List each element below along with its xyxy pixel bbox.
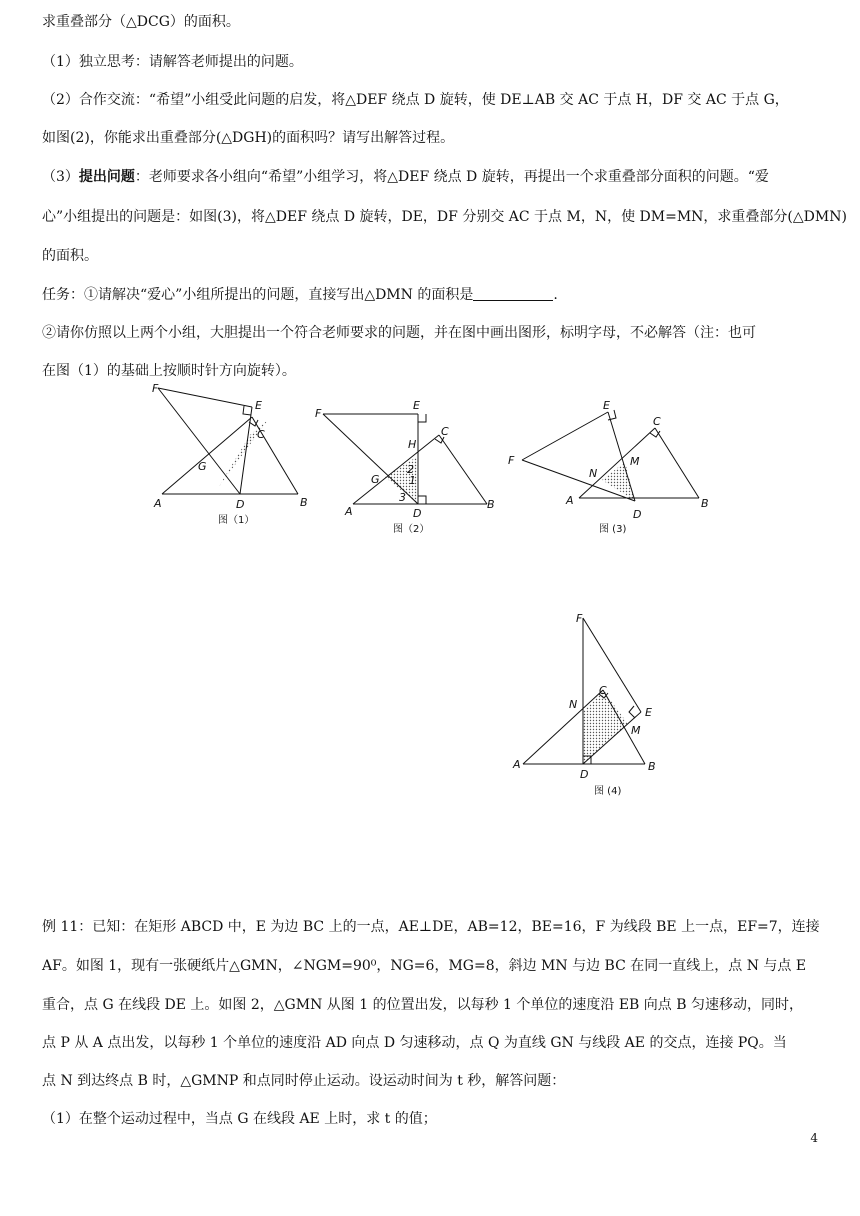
label-F: F — [576, 612, 583, 625]
label-C: C — [599, 684, 607, 697]
example-11-line-1: 例 11：已知：在矩形 ABCD 中，E 为边 BC 上的一点，AE⊥DE，AB=12，BE=16，F 为线段 BE 上一点，EF=7，连接 — [42, 919, 820, 935]
label-F: F — [508, 454, 515, 467]
question-3-line-2: 心”小组提出的问题是：如图(3)，将△DEF 绕点 D 旋转，DE，DF 分别交 AC 于点 M，N，使 DM=MN，求重叠部分(△DMN) — [42, 209, 847, 225]
answer-blank[interactable] — [473, 286, 553, 301]
label-G: G — [371, 473, 380, 486]
q3-bold-label: 提出问题 — [78, 169, 135, 185]
page-number: 4 — [810, 1131, 818, 1145]
label-E: E — [413, 399, 420, 412]
label-C: C — [441, 425, 449, 438]
figure-3 — [505, 400, 715, 544]
example-11-line-2: AF。如图 1，现有一张硬纸片△GMN，∠NGM=90⁰，NG=6，MG=8，斜边 MN 与边 BC 在同一直线上，点 N 与点 E — [42, 958, 807, 974]
figure-2-caption: 图（2） — [393, 524, 430, 535]
text-line-1: 求重叠部分（△DCG）的面积。 — [42, 14, 240, 30]
label-A: A — [345, 505, 353, 518]
q3-rest: ：老师要求各小组向“希望”小组学习，将△DEF 绕点 D 旋转，再提出一个求重叠部分面积的问题。“爱 — [134, 169, 769, 185]
figure-1 — [150, 382, 320, 536]
task-1-text: 任务：①请解决“爱心”小组所提出的问题，直接写出△DMN 的面积是 — [42, 287, 474, 303]
task-2-line-1: ②请你仿照以上两个小组，大胆提出一个符合老师要求的问题，并在图中画出图形，标明字母，不必解答（注：也可 — [42, 325, 756, 341]
label-C: C — [653, 415, 661, 428]
question-3-line-3: 的面积。 — [42, 248, 98, 264]
text-line-4: 如图(2)，你能求出重叠部分(△DGH)的面积吗？请写出解答过程。 — [42, 130, 455, 146]
label-2: 2 — [407, 463, 414, 476]
text-line-2: （1）独立思考：请解答老师提出的问题。 — [42, 54, 303, 70]
text-line-3: （2）合作交流：“希望”小组受此问题的启发，将△DEF 绕点 D 旋转，使 DE⊥AB 交 AC 于点 H，DF 交 AC 于点 G， — [42, 92, 789, 108]
task-1-line — [42, 285, 558, 305]
label-M: M — [630, 455, 640, 468]
label-F: F — [315, 407, 322, 420]
label-M: M — [631, 724, 641, 737]
figure-2 — [315, 395, 500, 544]
label-D: D — [633, 508, 642, 521]
label-E: E — [603, 400, 610, 412]
label-N: N — [569, 698, 578, 711]
label-D: D — [236, 498, 245, 511]
example-11-line-6: （1）在整个运动过程中，当点 G 在线段 AE 上时，求 t 的值； — [42, 1111, 437, 1127]
figure-4 — [508, 608, 673, 807]
example-11-line-4: 点 P 从 A 点出发，以每秒 1 个单位的速度沿 AD 向点 D 匀速移动，点 Q 为直线 GN 与线段 AE 的交点，连接 PQ。当 — [42, 1035, 787, 1051]
label-N: N — [589, 467, 598, 480]
label-B: B — [300, 496, 308, 509]
question-3-line-1 — [42, 167, 769, 187]
label-B: B — [487, 498, 495, 511]
label-3: 3 — [399, 491, 406, 504]
label-A: A — [566, 494, 574, 507]
example-11-line-3: 重合，点 G 在线段 DE 上。如图 2，△GMN 从图 1 的位置出发，以每秒 1 个单位的速度沿 EB 向点 B 匀速移动，同时， — [42, 997, 803, 1013]
label-D: D — [580, 768, 589, 781]
label-H: H — [408, 438, 417, 451]
label-A: A — [513, 758, 521, 771]
task-1-end: . — [553, 287, 558, 303]
label-B: B — [701, 497, 709, 510]
figure-4-caption: 图 (4) — [594, 786, 622, 797]
example-11-line-5: 点 N 到达终点 B 时，△GMNP 和点同时停止运动。设运动时间为 t 秒，解答问题： — [42, 1073, 566, 1089]
label-C: C — [257, 428, 265, 441]
label-E: E — [645, 706, 652, 719]
label-F: F — [152, 382, 159, 395]
label-1: 1 — [409, 474, 416, 487]
label-B: B — [648, 760, 656, 773]
label-A: A — [154, 497, 162, 510]
figure-1-caption: 图（1） — [218, 515, 255, 526]
label-D: D — [413, 507, 422, 520]
label-G: G — [198, 460, 207, 473]
task-2-line-2: 在图（1）的基础上按顺时针方向旋转）。 — [42, 363, 296, 379]
label-E: E — [255, 399, 262, 412]
q3-prefix: （3） — [42, 169, 79, 185]
figure-3-caption: 图 (3) — [599, 524, 627, 535]
overlap-region — [583, 690, 628, 764]
